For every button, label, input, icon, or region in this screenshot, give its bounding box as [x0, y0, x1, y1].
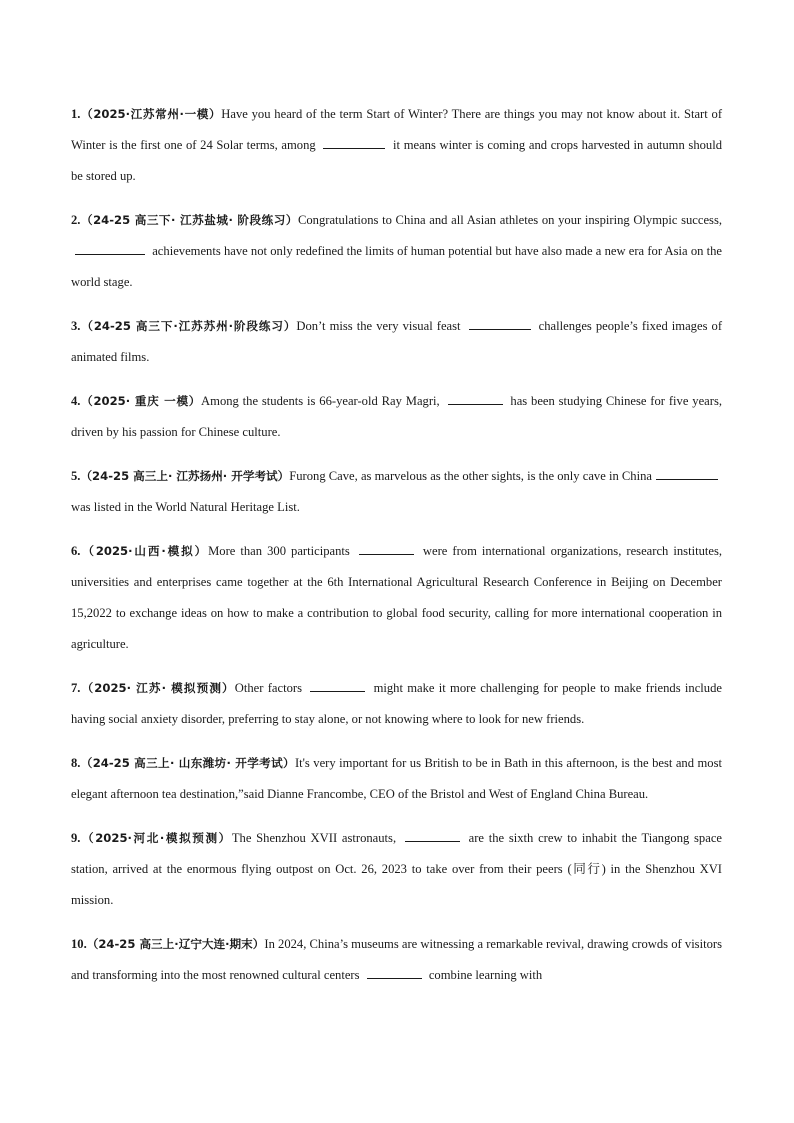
answer-blank[interactable]	[656, 467, 718, 480]
question-text-before: Congratulations to China and all Asian athletes on your inspiring Olympic success,	[297, 213, 722, 227]
question-text-before: It's very important for us British to be in Bath in this afternoon, is the best and most elegant afternoon tea destination,”said Dianne Francombe, CEO of the Bristol and West of England China Bureau.	[71, 756, 723, 801]
question-number: 10.	[71, 937, 87, 951]
question-6	[71, 536, 722, 660]
answer-blank[interactable]	[359, 542, 414, 555]
question-source: （2025·山西·模拟）	[80, 544, 209, 558]
question-text-before: In 2024, China’s museums are witnessing a remarkable revival, drawing crowds of visitors and transforming into the most renowned cultural centers	[71, 937, 722, 982]
question-1	[71, 99, 722, 192]
question-text-before: Have you heard of the term Start of Winter? There are things you may not know about it. Start of Winter is the first one of 24 Solar terms, among	[71, 107, 723, 152]
question-text-after: are the sixth crew to inhabit the Tiangong space station, arrived at the enormous flying outpost on Oct. 26, 2023 to take over from their peers (同行) in the Shenzhou XVI mission.	[71, 831, 722, 907]
question-number: 4.	[71, 394, 81, 408]
question-2	[71, 205, 722, 298]
question-number: 1.	[71, 107, 81, 121]
question-number: 8.	[71, 756, 81, 770]
question-number: 9.	[71, 831, 81, 845]
question-7	[71, 673, 722, 735]
answer-blank[interactable]	[469, 317, 531, 330]
answer-blank[interactable]	[405, 829, 460, 842]
question-source: （24-25 高三下· 江苏盐城· 阶段练习）	[80, 213, 298, 227]
question-text-after: has been studying Chinese for five years, driven by his passion for Chinese culture.	[71, 394, 722, 439]
question-text-after: achievements have not only redefined the limits of human potential but have also made a new era for Asia on the world stage.	[71, 244, 723, 289]
question-source: （24-25 高三下·江苏苏州·阶段练习）	[80, 319, 297, 333]
question-text-before: Other factors	[234, 681, 302, 695]
question-4	[71, 386, 722, 448]
question-source: （2025·河北·模拟预测）	[80, 831, 232, 845]
question-text-before: The Shenzhou XVII astronauts,	[231, 831, 397, 845]
question-number: 3.	[71, 319, 81, 333]
question-source: （24-25 高三上· 江苏扬州· 开学考试）	[80, 469, 290, 483]
question-number: 7.	[71, 681, 81, 695]
question-text-after: challenges people’s fixed images of animated films.	[71, 319, 723, 364]
question-text-before: Don’t miss the very visual feast	[296, 319, 461, 333]
answer-blank[interactable]	[323, 136, 385, 149]
question-text-before: Among the students is 66-year-old Ray Magri,	[201, 394, 440, 408]
question-list	[71, 99, 722, 1004]
answer-blank[interactable]	[75, 242, 145, 255]
question-text-after: it means winter is coming and crops harvested in autumn should be stored up.	[71, 138, 723, 183]
answer-blank[interactable]	[367, 966, 422, 979]
question-8	[71, 748, 722, 810]
question-source: （2025· 江苏· 模拟预测）	[80, 681, 235, 695]
question-number: 2.	[71, 213, 81, 227]
question-text-after: were from international organizations, research institutes, universities and enterprises came together at the 6th International Agricultural Research Conference in Beijing on December 15,2022 to exchange ideas on how to make a contribution to global food security, calling for more international cooperation in agriculture.	[71, 544, 722, 651]
question-source: （24-25 高三上·辽宁大连·期末）	[86, 937, 265, 951]
question-source: （24-25 高三上· 山东潍坊· 开学考试）	[80, 756, 295, 770]
question-3	[71, 311, 722, 373]
question-text-after: might make it more challenging for people to make friends include having social anxiety disorder, preferring to stay alone, or not knowing where to look for new friends.	[71, 681, 722, 726]
question-9	[71, 823, 722, 916]
question-5	[71, 461, 722, 523]
question-source: （2025· 重庆 一模）	[80, 394, 202, 408]
question-source: （2025·江苏常州·一模）	[80, 107, 222, 121]
answer-blank[interactable]	[310, 679, 365, 692]
question-10	[71, 929, 722, 991]
question-text-before: More than 300 participants	[208, 544, 350, 558]
question-number: 6.	[71, 544, 81, 558]
answer-blank[interactable]	[448, 392, 503, 405]
question-text-after: was listed in the World Natural Heritage List.	[71, 500, 300, 514]
question-text-before: Furong Cave, as marvelous as the other sights, is the only cave in China	[289, 469, 652, 483]
question-number: 5.	[71, 469, 81, 483]
question-text-after: combine learning with	[428, 968, 543, 982]
